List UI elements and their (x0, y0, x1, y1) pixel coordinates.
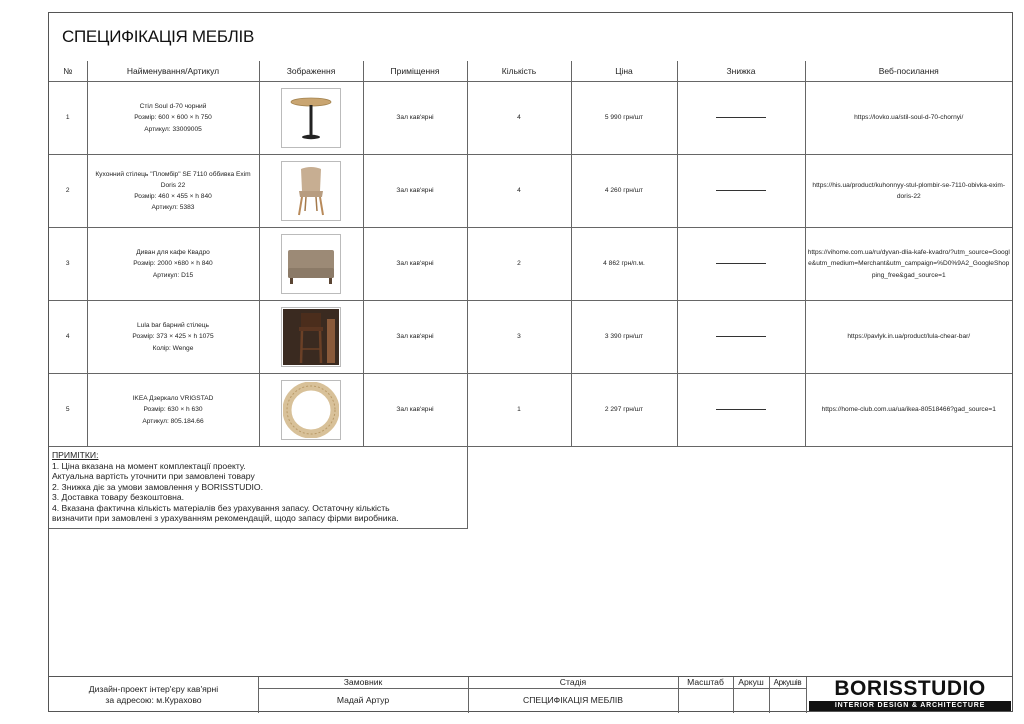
item-link[interactable]: https://home-club.com.ua/ua/ikea-80518466?gad_source=1 (805, 374, 1012, 447)
spec-table (49, 61, 1012, 447)
col-header-qty: Кількість (467, 61, 571, 82)
item-room: Зал кав'ярні (363, 82, 467, 155)
item-name-line: Кухонний стілець "Пломбір" SE 7110 оббивка Exim (95, 170, 251, 178)
item-name (87, 82, 259, 155)
item-room: Зал кав'ярні (363, 301, 467, 374)
discount-dash (716, 336, 766, 337)
upholstered-chair-image (281, 161, 341, 221)
note-line: 3. Доставка товару безкоштовна. (52, 492, 185, 502)
stage-value: СПЕЦИФІКАЦІЯ МЕБЛІВ (523, 695, 623, 705)
scale-label: Масштаб (687, 677, 724, 687)
studio-logo-subtitle: INTERIOR DESIGN & ARCHITECTURE (809, 701, 1011, 711)
item-image-cell (259, 155, 363, 228)
cafe-sofa-image (281, 234, 341, 294)
col-header-discount: Знижка (677, 61, 805, 82)
customer-value: Мадай Артур (336, 695, 390, 705)
table-row (49, 82, 1012, 155)
item-link[interactable]: https://pavlyk.in.ua/product/lula-chear-bar/ (805, 301, 1012, 374)
item-qty: 3 (467, 301, 571, 374)
notes-block (49, 447, 468, 529)
item-price: 5 990 грн/шт (571, 82, 677, 155)
item-article-line: Артикул: 805.184.66 (142, 417, 204, 425)
item-name-line: IKEA Дзеркало VRIGSTAD (132, 395, 214, 403)
item-name-line: Стіл Soul d-70 чорний (139, 103, 207, 111)
item-name-line: Lula bar барний стілець (137, 322, 209, 330)
row-number: 1 (49, 82, 87, 155)
item-price: 2 297 грн/шт (571, 374, 677, 447)
tb-divider (806, 677, 807, 713)
round-table-image (281, 88, 341, 148)
title-block (49, 676, 1012, 713)
item-room: Зал кав'ярні (363, 155, 467, 228)
col-header-price: Ціна (571, 61, 677, 82)
item-link[interactable]: https://lovko.ua/stil-soul-d-70-chornyi/ (805, 82, 1012, 155)
item-qty: 4 (467, 82, 571, 155)
row-number: 2 (49, 155, 87, 228)
item-name-line: Диван для кафе Квадро (136, 249, 210, 257)
round-mirror-image (281, 380, 341, 440)
note-line: визначити при замовлені з урахуванням рекомендацій, щодо запасу фірми виробника. (52, 513, 399, 523)
item-discount (677, 82, 805, 155)
item-discount (677, 301, 805, 374)
item-room: Зал кав'ярні (363, 228, 467, 301)
col-header-link: Веб-посилання (805, 61, 1012, 82)
item-name-line: Doris 22 (160, 181, 186, 189)
table-header-row (49, 61, 1012, 82)
item-size-line: Розмір: 630 × h 630 (143, 406, 203, 414)
tb-row-divider (258, 688, 806, 689)
col-header-image: Зображення (259, 61, 363, 82)
customer-label: Замовник (343, 677, 383, 687)
item-name (87, 155, 259, 228)
item-name (87, 228, 259, 301)
item-size-line: Розмір: 2000 ×680 × h 840 (133, 260, 213, 268)
item-size-line: Розмір: 460 × 455 × h 840 (134, 193, 212, 200)
item-discount (677, 155, 805, 228)
item-qty: 1 (467, 374, 571, 447)
item-image-cell (259, 301, 363, 374)
item-color-line: Колір: Wenge (152, 344, 194, 352)
item-size-line: Розмір: 373 × 425 × h 1075 (132, 333, 214, 341)
item-qty: 4 (467, 155, 571, 228)
notes-heading: ПРИМІТКИ: (52, 450, 99, 460)
project-address: за адресою: м.Курахово (105, 695, 202, 705)
item-discount (677, 228, 805, 301)
item-name (87, 301, 259, 374)
note-line: 4. Вказана фактична кількість матеріалів без урахування запасу. Остаточну кількість (52, 502, 390, 513)
spec-sheet (48, 12, 1013, 712)
item-article-line: Артикул: D15 (152, 271, 194, 279)
row-number: 3 (49, 228, 87, 301)
item-discount (677, 374, 805, 447)
col-header-room: Приміщення (363, 61, 467, 82)
note-line: 2. Знижка діє за умови замовлення у BORISSTUDIO. (52, 481, 263, 492)
item-article-line: Артикул: 33009005 (144, 125, 202, 133)
item-qty: 2 (467, 228, 571, 301)
sheet-title: СПЕЦИФІКАЦІЯ МЕБЛІВ (62, 27, 254, 46)
discount-dash (716, 190, 766, 191)
table-row (49, 301, 1012, 374)
item-link[interactable]: https://vihome.com.ua/ru/dyvan-dlia-kafe-kvadro/?utm_source=Google&utm_medium=Merchant&utm_campaign=%D0%9A2_GoogleShopping_free&gad_source=1 (805, 228, 1012, 301)
item-image-cell (259, 374, 363, 447)
sheets-label: Аркушів (773, 678, 802, 687)
item-price: 4 862 грн/п.м. (571, 228, 677, 301)
col-header-name: Найменування/Артикул (87, 61, 259, 82)
item-image-cell (259, 228, 363, 301)
table-row (49, 228, 1012, 301)
discount-dash (716, 409, 766, 410)
discount-dash (716, 117, 766, 118)
item-link[interactable]: https://his.ua/product/kuhonnyy-stul-plombir-se-7110-obivka-exim-doris-22 (805, 155, 1012, 228)
item-room: Зал кав'ярні (363, 374, 467, 447)
sheet-label: Аркуш (738, 677, 764, 687)
item-image-cell (259, 82, 363, 155)
bar-stool-image (281, 307, 341, 367)
row-number: 5 (49, 374, 87, 447)
note-line: 1. Ціна вказана на момент комплектації проекту. (52, 460, 246, 471)
project-line: Дизайн-проект інтер'єру кав'ярні (88, 684, 219, 694)
item-size-line: Розмір: 600 × 600 × h 750 (134, 114, 212, 122)
table-row (49, 374, 1012, 447)
item-name (87, 374, 259, 447)
item-price: 3 390 грн/шт (571, 301, 677, 374)
table-row (49, 155, 1012, 228)
col-header-number: № (49, 61, 87, 82)
studio-logo: BORISSTUDIO (834, 677, 986, 700)
item-article-line: Артикул: 5383 (151, 204, 195, 212)
note-line: Актуальна вартість уточнити при замовлені товару (52, 471, 255, 481)
discount-dash (716, 263, 766, 264)
project-description (49, 684, 258, 706)
stage-label: Стадія (559, 677, 587, 687)
item-price: 4 260 грн/шт (571, 155, 677, 228)
row-number: 4 (49, 301, 87, 374)
